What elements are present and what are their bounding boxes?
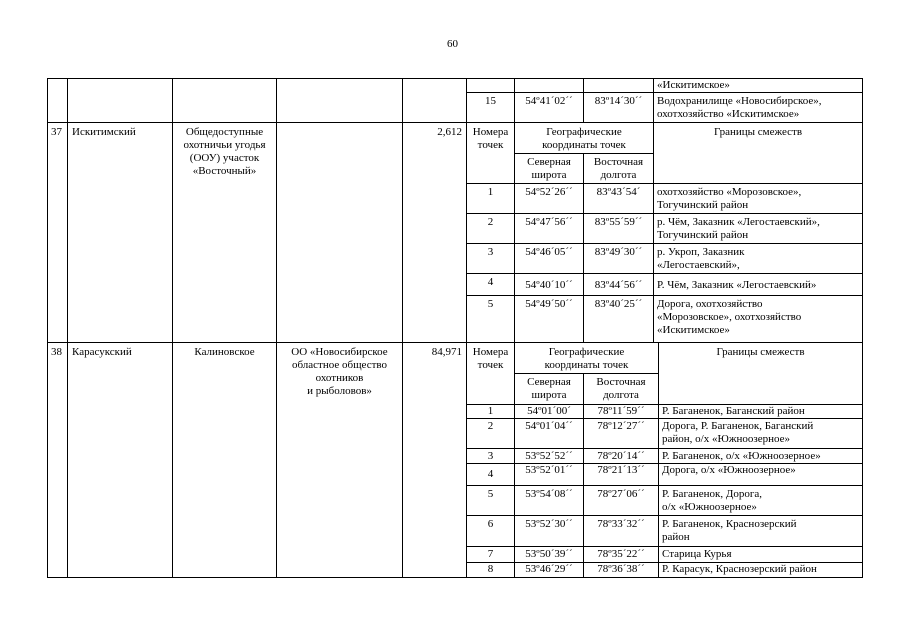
point-number: 15 — [485, 95, 496, 107]
boundary-text: Р. Баганенок, Краснозерский — [662, 518, 797, 530]
latitude: 53º54´08´´ — [525, 488, 573, 500]
ground-name: (ООУ) участок — [189, 152, 260, 164]
header-lat: Северная — [527, 376, 571, 388]
boundary-text: Старица Курья — [662, 548, 732, 560]
point-number: 2 — [487, 216, 494, 228]
header-lon: долгота — [600, 169, 637, 181]
boundary-text: район — [662, 531, 690, 543]
row-number: 38 — [51, 346, 62, 358]
rule — [466, 92, 863, 93]
boundary-text: Р. Чём, Заказник «Легостаевский» — [657, 279, 817, 291]
user-name: ОО «Новосибирское — [291, 346, 388, 358]
boundary-text: «Морозовское», охотхозяйство — [657, 311, 802, 323]
longitude: 83º55´59´´ — [594, 216, 643, 228]
district: Искитимский — [72, 126, 136, 138]
rule — [276, 78, 277, 578]
rule — [466, 183, 863, 184]
boundary-text: Тогучинский район — [657, 199, 749, 211]
point-number: 8 — [487, 563, 494, 575]
point-number: 7 — [487, 548, 494, 560]
header-geo: координаты точек — [542, 139, 626, 151]
point-number: 6 — [487, 518, 494, 530]
header-points: Номера — [472, 126, 509, 138]
rule — [466, 418, 863, 419]
rule — [47, 122, 863, 123]
point-number: 3 — [487, 450, 494, 462]
latitude: 54º46´05´´ — [525, 246, 573, 258]
boundary-text: район, о/х «Южноозерное» — [662, 433, 791, 445]
point-number: 5 — [487, 298, 494, 310]
boundary-text: охотхозяйство «Искитимское» — [657, 108, 800, 120]
header-lat: широта — [531, 389, 567, 401]
boundary-text: о/х «Южноозерное» — [662, 501, 757, 513]
district: Карасукский — [72, 346, 132, 358]
ground-name: «Восточный» — [192, 165, 257, 177]
point-number: 4 — [487, 276, 494, 288]
latitude: 54º47´56´´ — [525, 216, 573, 228]
point-number: 3 — [487, 246, 494, 258]
boundary-text: Р. Карасук, Краснозерский район — [662, 563, 817, 575]
longitude: 78º20´14´´ — [597, 450, 645, 462]
boundary-text: «Легостаевский», — [657, 259, 740, 271]
longitude: 78º12´27´´ — [597, 420, 645, 432]
boundary-text: «Искитимское» — [657, 324, 730, 336]
longitude: 83º44´56´´ — [594, 279, 643, 291]
latitude: 53º46´29´´ — [525, 563, 573, 575]
user-name: и рыболовов» — [307, 385, 372, 397]
boundary-text: Дорога, охотхозяйство — [657, 298, 763, 310]
latitude: 54º49´50´´ — [525, 298, 573, 310]
boundary-text: «Искитимское» — [657, 79, 730, 91]
header-bounds: Границы смежеств — [716, 346, 805, 358]
longitude: 78º27´06´´ — [597, 488, 645, 500]
boundary-text: охотхозяйство «Морозовское», — [657, 186, 802, 198]
latitude: 54º40´10´´ — [525, 279, 573, 291]
rule — [47, 577, 863, 578]
boundary-text: Тогучинский район — [657, 229, 749, 241]
boundary-text: Водохранилище «Новосибирское», — [657, 95, 822, 107]
rule — [658, 342, 659, 578]
header-points: точек — [477, 139, 504, 151]
boundary-text: Дорога, Р. Баганенок, Баганский — [662, 420, 814, 432]
header-lat: Северная — [527, 156, 571, 168]
rule — [862, 78, 863, 578]
page-number: 60 — [447, 38, 458, 50]
rule — [466, 448, 863, 449]
area: 84,971 — [431, 346, 462, 358]
user-name: охотников — [315, 372, 364, 384]
latitude: 54º52´26´´ — [525, 186, 573, 198]
ground-name: Общедоступные — [185, 126, 264, 138]
rule — [466, 243, 863, 244]
point-number: 2 — [487, 420, 494, 432]
header-lat: широта — [531, 169, 567, 181]
ground-name: Калиновское — [194, 346, 255, 358]
rule — [466, 295, 863, 296]
ground-name: охотничьи угодья — [183, 139, 266, 151]
rule — [653, 78, 654, 343]
point-number: 5 — [487, 488, 494, 500]
header-points: точек — [477, 359, 504, 371]
longitude: 83º40´25´´ — [594, 298, 643, 310]
rule — [466, 213, 863, 214]
rule — [466, 273, 863, 274]
boundary-text: р. Укроп, Заказник — [657, 246, 745, 258]
rule — [466, 546, 863, 547]
latitude: 54º41´02´´ — [525, 95, 573, 107]
rule — [466, 485, 863, 486]
rule — [466, 515, 863, 516]
rule — [47, 78, 467, 79]
latitude: 54º01´00´ — [527, 405, 571, 417]
user-name: областное общество — [291, 359, 388, 371]
row-number: 37 — [51, 126, 62, 138]
boundary-text: р. Чём, Заказник «Легостаевский», — [657, 216, 820, 228]
longitude: 78º36´38´´ — [597, 563, 645, 575]
header-lon: долгота — [603, 389, 639, 401]
point-number: 4 — [487, 468, 494, 480]
boundary-text: Р. Баганенок, Дорога, — [662, 488, 762, 500]
rule — [514, 373, 658, 374]
longitude: 78º11´59´´ — [597, 405, 645, 417]
boundary-text: Р. Баганенок, о/х «Южноозерное» — [662, 450, 821, 462]
point-number: 1 — [487, 405, 494, 417]
header-lon: Восточная — [596, 376, 646, 388]
header-geo: Географические — [546, 126, 622, 138]
rule — [67, 78, 68, 578]
longitude: 78º35´22´´ — [597, 548, 645, 560]
header-points: Номера — [472, 346, 509, 358]
header-bounds: Границы смежеств — [713, 126, 803, 138]
area: 2,612 — [437, 126, 462, 138]
rule — [47, 342, 863, 343]
latitude: 53º52´52´´ — [525, 450, 573, 462]
boundary-text: Р. Баганенок, Баганский район — [662, 405, 805, 417]
longitude: 78º21´13´´ — [597, 464, 645, 476]
header-geo: координаты точек — [544, 359, 629, 371]
latitude: 53º52´01´´ — [525, 464, 573, 476]
point-number: 1 — [487, 186, 494, 198]
header-geo: Географические — [548, 346, 625, 358]
longitude: 83º49´30´´ — [594, 246, 643, 258]
rule — [402, 78, 403, 578]
boundary-text: Дорога, о/х «Южноозерное» — [662, 464, 796, 476]
header-lon: Восточная — [593, 156, 644, 168]
latitude: 54º01´04´´ — [525, 420, 573, 432]
longitude: 83º43´54´ — [596, 186, 641, 198]
latitude: 53º52´30´´ — [525, 518, 573, 530]
longitude: 78º33´32´´ — [597, 518, 645, 530]
latitude: 53º50´39´´ — [525, 548, 573, 560]
longitude: 83º14´30´´ — [594, 95, 643, 107]
rule — [466, 78, 467, 578]
rule — [47, 78, 48, 578]
